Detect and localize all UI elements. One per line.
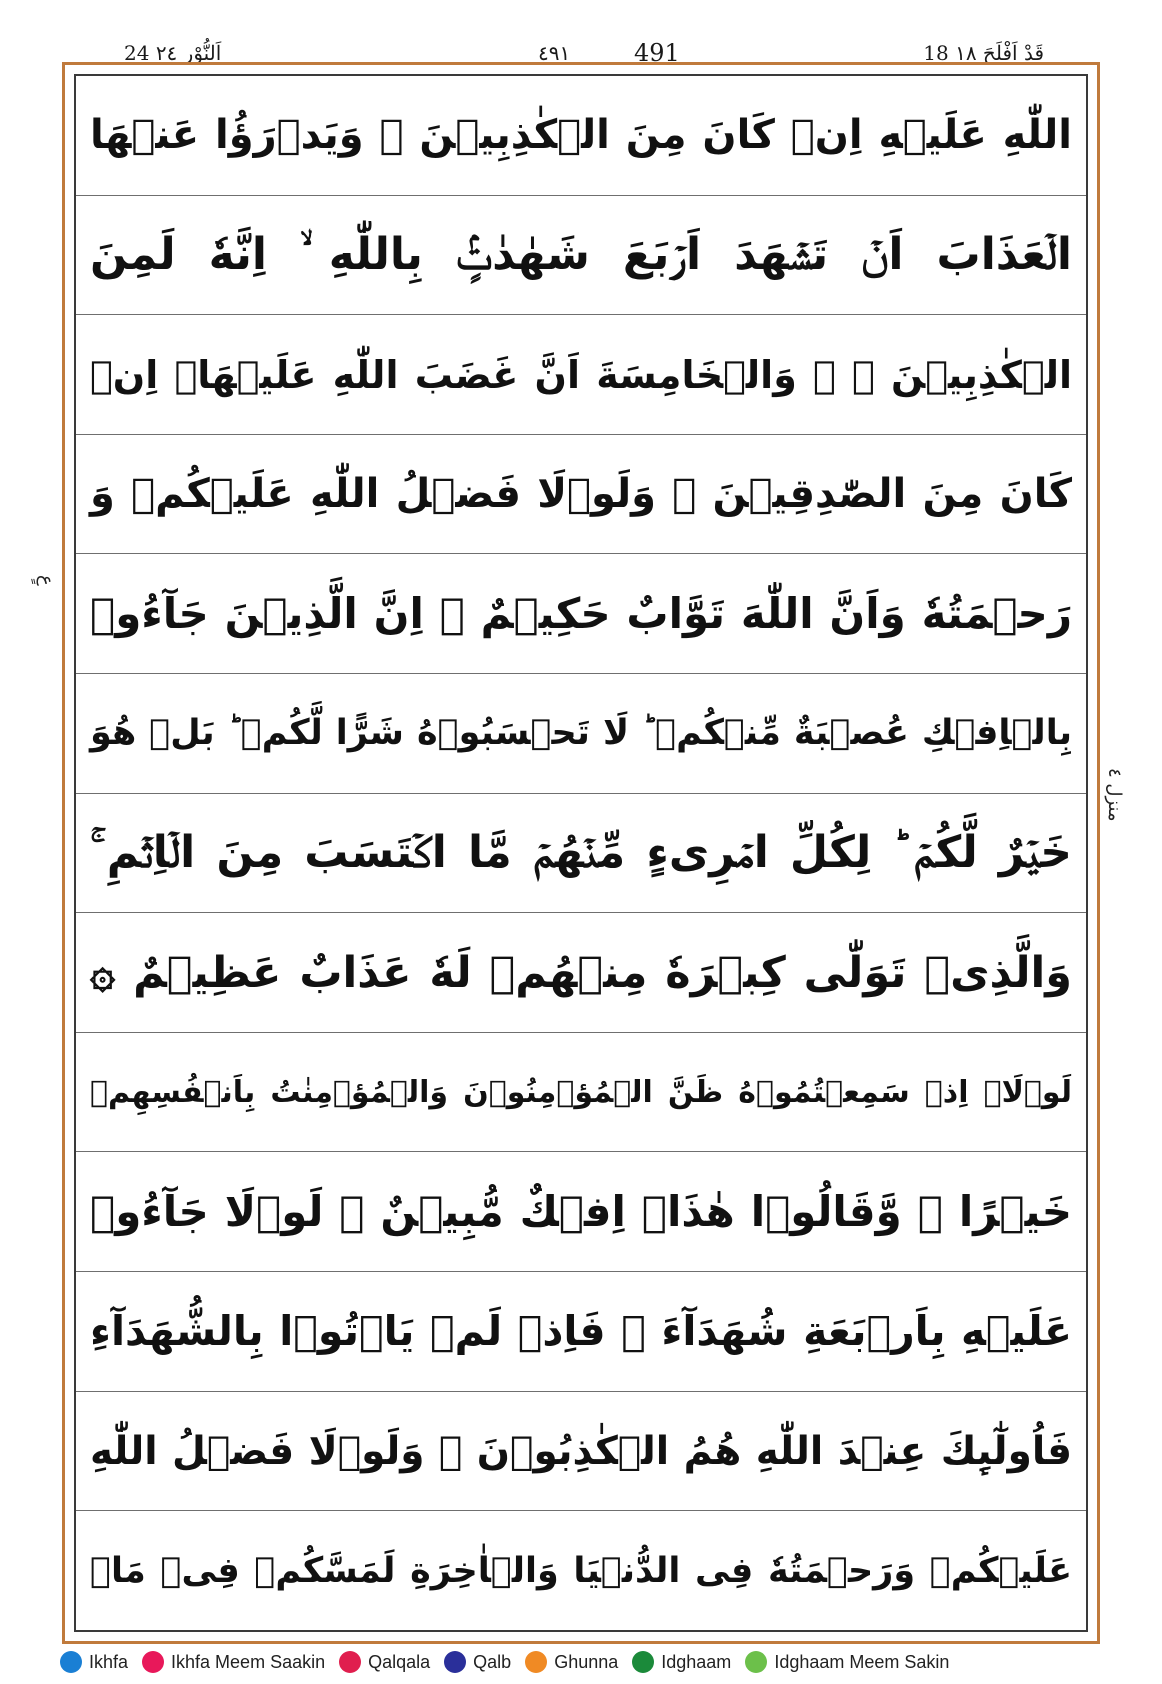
verse-line-text: عَلَيۡهِ بِاَرۡبَعَةِ شُهَدَآءَ ۚ فَاِذۡ لَمۡ يَاۡتُوۡا بِالشُّهَدَآءِ xyxy=(90,1307,1072,1356)
legend-label: Idghaam xyxy=(661,1651,732,1672)
verse-line-text: خَيۡرًا ۙ وَّقَالُوۡا هٰذَاۤ اِفۡكٌ مُّبِيۡنٌ ۞ لَوۡلَا جَآءُوۡ xyxy=(90,1187,1072,1237)
verse-line xyxy=(76,315,1086,435)
legend-item xyxy=(745,1651,949,1673)
verse-line xyxy=(76,76,1086,196)
legend-item xyxy=(60,1651,128,1673)
legend-dot-icon xyxy=(745,1651,767,1673)
legend-item xyxy=(444,1651,511,1673)
legend-item xyxy=(142,1651,325,1673)
legend-label: Ikhfa Meem Saakin xyxy=(171,1651,326,1672)
verse-line-text: خَيۡرٌ لَّكُمۡ ؕ لِكُلِّ امۡرِیءٍ مِّنۡهُمۡ مَّا اكۡتَسَبَ مِنَ الۡاِثۡمِ ۚ xyxy=(90,827,1072,879)
verse-line xyxy=(76,554,1086,674)
verse-line xyxy=(76,1033,1086,1153)
verse-line xyxy=(76,435,1086,555)
verse-line xyxy=(76,1272,1086,1392)
verse-line xyxy=(76,1152,1086,1272)
legend-label: Idghaam Meem Sakin xyxy=(774,1651,950,1672)
legend-dot-icon xyxy=(339,1651,361,1673)
tajweed-legend xyxy=(60,1650,1110,1674)
verse-line-text: رَحۡمَتُهٗ وَاَنَّ اللّٰهَ تَوَّابٌ حَكِيۡمٌ ۞ اِنَّ الَّذِيۡنَ جَآءُوۡ xyxy=(90,589,1072,639)
verse-line-text: فَاُولٰٓٮِٕكَ عِنۡدَ اللّٰهِ هُمُ الۡكٰذِبُوۡنَ ۞ وَلَوۡلَا فَضۡلُ اللّٰهِ xyxy=(90,1428,1072,1474)
juz-name: 18 قَدْ اَفْلَحَ ١٨ xyxy=(917,38,1050,68)
legend-item xyxy=(339,1651,430,1673)
verse-line-text: اللّٰهِ عَلَيۡهِ اِنۡ كَانَ مِنَ الۡكٰذِبِيۡنَ ۞ وَيَدۡرَؤُا عَنۡهَا xyxy=(90,112,1072,159)
page-number-arabic: ٤٩١ xyxy=(532,38,576,68)
verse-line xyxy=(76,196,1086,316)
legend-dot-icon xyxy=(525,1651,547,1673)
legend-label: Qalb xyxy=(473,1651,512,1672)
verse-line-text: لَوۡلَاۤ اِذۡ سَمِعۡتُمُوۡهُ ظَنَّ الۡمُؤۡمِنُوۡنَ وَالۡمُؤۡمِنٰتُ بِاَنۡفُسِهِمۡ xyxy=(90,1074,1072,1110)
verse-line xyxy=(76,794,1086,914)
legend-label: Ikhfa xyxy=(89,1651,129,1672)
legend-item xyxy=(632,1651,731,1673)
verse-line-text: كَانَ مِنَ الصّٰدِقِيۡنَ ۞ وَلَوۡلَا فَضۡلُ اللّٰهِ عَلَيۡكُمۡ وَ xyxy=(90,471,1072,518)
verse-line xyxy=(76,1511,1086,1630)
legend-dot-icon xyxy=(444,1651,466,1673)
verse-line xyxy=(76,1392,1086,1512)
manzil-marker: منزل ٤ xyxy=(1104,768,1125,822)
verse-line-text: عَلَيۡكُمۡ وَرَحۡمَتُهٗ فِى الدُّنۡيَا وَالۡاٰخِرَةِ لَمَسَّكُمۡ فِىۡ مَاۤ xyxy=(90,1550,1072,1591)
page-number: 491 xyxy=(628,38,686,68)
legend-item xyxy=(525,1651,618,1673)
verse-line xyxy=(76,913,1086,1033)
verse-line-text: بِالۡاِفۡكِ عُصۡبَةٌ مِّنۡكُمۡ ؕ لَا تَحۡسَبُوۡهُ شَرًّا لَّكُمۡ ؕ بَلۡ هُوَ xyxy=(90,713,1072,754)
page-frame xyxy=(62,62,1100,1644)
legend-dot-icon xyxy=(60,1651,82,1673)
verse-line xyxy=(76,674,1086,794)
legend-label: Ghunna xyxy=(554,1651,619,1672)
verse-line-text: الۡعَذَابَ اَنۡ تَشۡهَدَ اَرۡبَعَ شَهٰدٰتٍۢ بِاللّٰهِ ۙ اِنَّهٗ لَمِنَ xyxy=(90,229,1072,281)
verse-line-text: وَالَّذِىۡ تَوَلّٰى كِبۡرَهٗ مِنۡهُمۡ لَهٗ عَذَابٌ عَظِيۡمٌ ۞ xyxy=(90,947,1072,998)
legend-dot-icon xyxy=(632,1651,654,1673)
legend-label: Qalqala xyxy=(368,1651,431,1672)
verse-line-text: الۡكٰذِبِيۡنَ ۙ ۞ وَالۡخَامِسَةَ اَنَّ غَضَبَ اللّٰهِ عَلَيۡهَاۤ اِنۡ xyxy=(90,352,1072,397)
text-lines xyxy=(74,74,1088,1632)
surah-name: 24 اَلنُّوْر ٢٤ xyxy=(118,38,227,68)
ruku-marker: عٍ xyxy=(36,575,57,586)
legend-dot-icon xyxy=(142,1651,164,1673)
